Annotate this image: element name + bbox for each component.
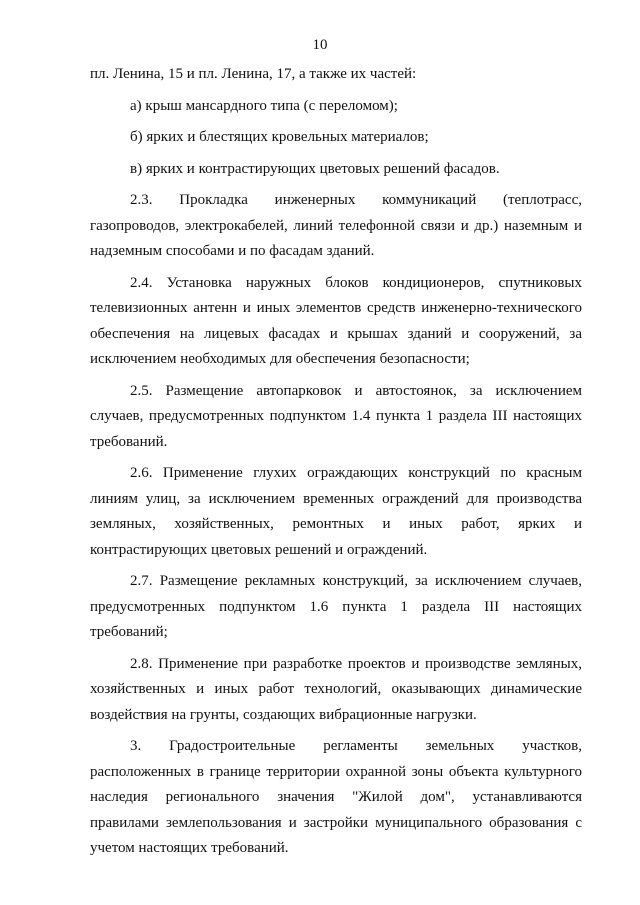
clause-2-5: 2.5. Размещение автопарковок и автостоянок, за исключением случаев, предусмотренных подпунктом 1.4 пункта 1 раздела III настоящих требований. bbox=[90, 382, 582, 450]
list-item-b: б) ярких и блестящих кровельных материалов; bbox=[130, 129, 429, 145]
clause-3: 3. Градостроительные регламенты земельных участков, расположенных в границе территории охранной зоны объекта культурного наследия регионального значения "Жилой дом", устанавливаются правилами землепользования и застройки муниципального образования с учетом настоящих требований. bbox=[90, 738, 582, 856]
list-item-c: в) ярких и контрастирующих цветовых решений фасадов. bbox=[130, 160, 500, 177]
paragraph-continuation: пл. Ленина, 15 и пл. Ленина, 17, а также их частей: bbox=[90, 66, 417, 82]
clause-2-7: 2.7. Размещение рекламных конструкций, за исключением случаев, предусмотренных подпунктом 1.6 пункта 1 раздела III настоящих требований; bbox=[90, 573, 582, 640]
clause-2-6: 2.6. Применение глухих ограждающих конструкций по красным линиям улиц, за исключением временных ограждений для производства земляных, хозяйственных, ремонтных и иных работ, ярких и контрастирующих цветовых решений и ограждений. bbox=[90, 465, 582, 558]
clause-2-8: 2.8. Применение при разработке проектов и производстве земляных, хозяйственных и иных работ технологий, оказывающих динамические воздействия на грунты, создающих вибрационные нагрузки. bbox=[90, 655, 582, 723]
clause-2-3: 2.3. Прокладка инженерных коммуникаций (теплотрасс, газопроводов, электрокабелей, линий телефонной связи и др.) наземным и надземным способами и по фасадам зданий. bbox=[90, 192, 582, 259]
document-body bbox=[90, 62, 582, 862]
clause-2-4: 2.4. Установка наружных блоков кондиционеров, спутниковых телевизионных антенн и иных элементов средств инженерно-технического обеспечения на лицевых фасадах и крышах зданий и сооружений, за исключением необходимых для обеспечения безопасности; bbox=[90, 274, 582, 367]
page-number: 10 bbox=[312, 37, 328, 53]
list-item-a: а) крыш мансардного типа (с переломом); bbox=[130, 97, 398, 114]
